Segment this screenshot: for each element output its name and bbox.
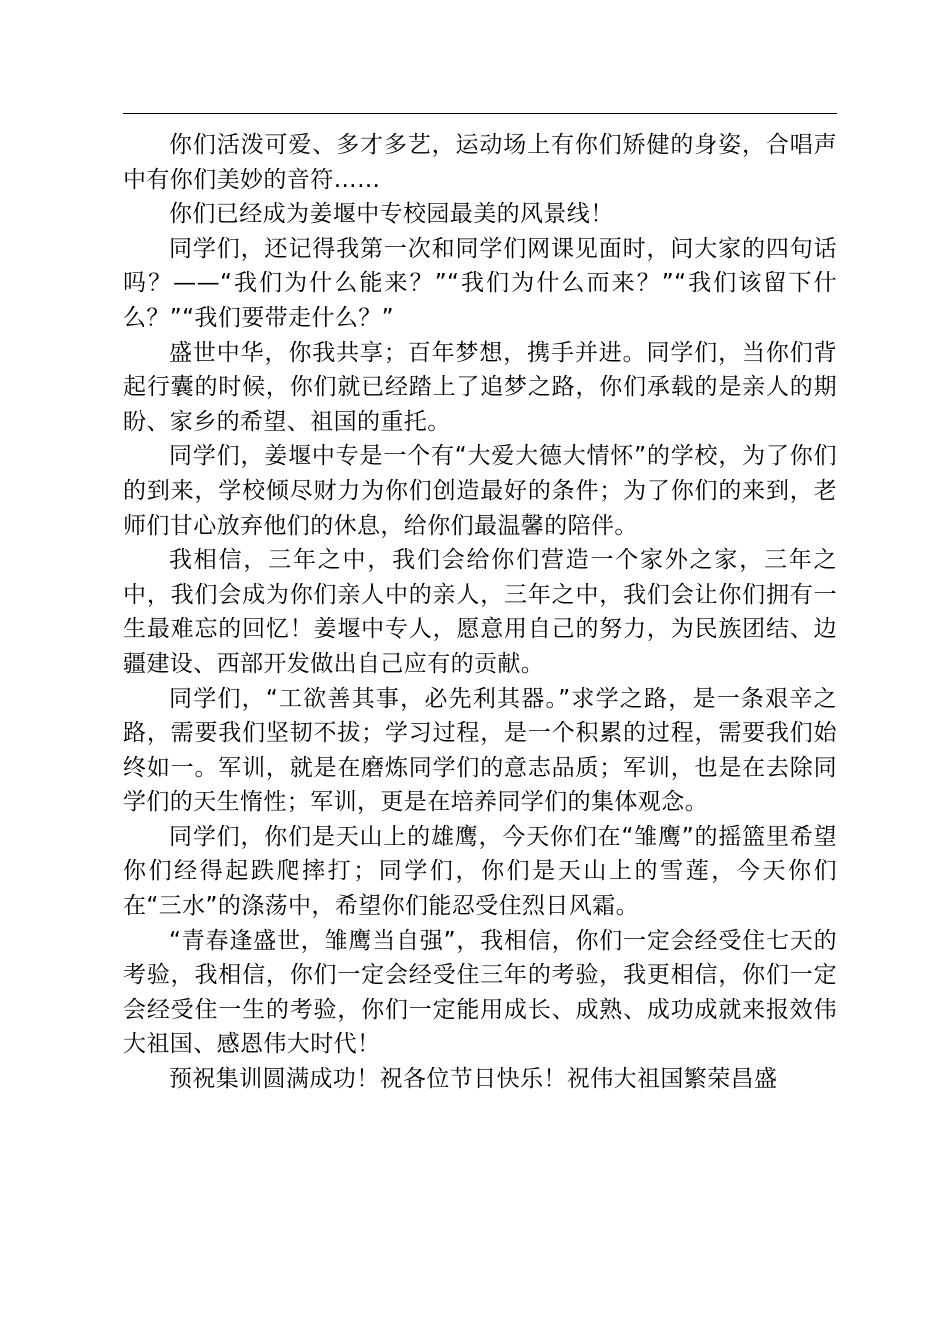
paragraph: 同学们，还记得我第一次和同学们网课见面时，问大家的四句话吗？——“我们为什么能来？”“我们为什么而来？”“我们该留下什么？”“我们要带走什么？” <box>123 235 837 331</box>
paragraph: 预祝集训圆满成功！祝各位节日快乐！祝伟大祖国繁荣昌盛 <box>169 1066 778 1093</box>
paragraph: 同学们，姜堰中专是一个有“大爱大德大情怀”的学校，为了你们的到来，学校倾尽财力为你们创造最好的条件；为了你们的来到，老师们甘心放弃他们的休息，给你们最温馨的陪伴。 <box>123 443 837 539</box>
paragraph: 同学们，你们是天山上的雄鹰，今天你们在“雏鹰”的摇篮里希望你们经得起跌爬摔打；同学们，你们是天山上的雪莲，今天你们在“三水”的涤荡中，希望你们能忍受住烈日风霜。 <box>123 823 837 920</box>
paragraph: 你们已经成为姜堰中专校园最美的风景线！ <box>169 201 614 228</box>
paragraph: “青春逢盛世，雏鹰当自强”，我相信，你们一定会经受住七天的考验，我相信，你们一定会经受住三年的考验，我更相信，你们一定会经受住一生的考验，你们一定能用成长、成熟、成功成就来报效伟大祖国、感恩伟大时代！ <box>123 927 837 1058</box>
paragraph: 你们活泼可爱、多才多艺，运动场上有你们矫健的身姿，合唱声中有你们美妙的音符…… <box>123 132 837 193</box>
paragraph: 我相信，三年之中，我们会给你们营造一个家外之家，三年之中，我们会成为你们亲人中的亲人，三年之中，我们会让你们拥有一生最难忘的回忆！姜堰中专人，愿意用自己的努力，为民族团结、边疆建设、西部开发做出自己应有的贡献。 <box>123 547 837 677</box>
header-rule <box>123 113 837 114</box>
paragraph: 同学们，“工欲善其事，必先利其器。”求学之路，是一条艰辛之路，需要我们坚韧不拔；学习过程，是一个积累的过程，需要我们始终如一。军训，就是在磨炼同学们的意志品质；军训，也是在去除同学们的天生惰性；军训，更是在培养同学们的集体观念。 <box>123 685 837 816</box>
paragraph: 盛世中华，你我共享；百年梦想，携手并进。同学们，当你们背起行囊的时候，你们就已经踏上了追梦之路，你们承载的是亲人的期盼、家乡的希望、祖国的重托。 <box>123 339 837 435</box>
speech-body <box>123 128 837 1097</box>
